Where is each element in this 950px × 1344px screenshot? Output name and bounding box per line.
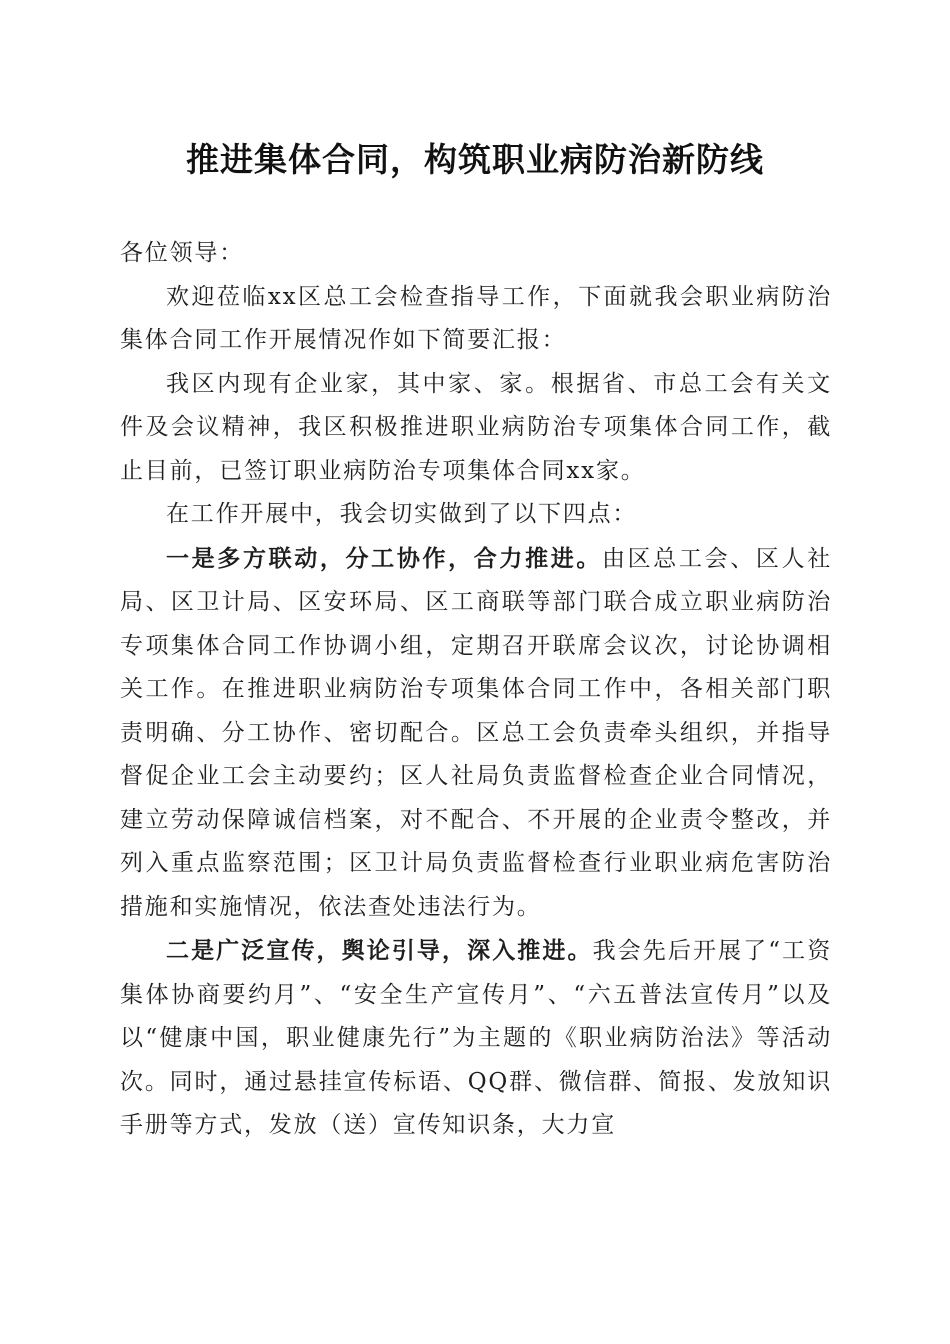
document-title: 推进集体合同，构筑职业病防治新防线 <box>186 140 764 179</box>
salutation: 各位领导： <box>120 240 244 266</box>
paragraph-point-two <box>120 929 832 1148</box>
paragraph-four-points <box>120 493 832 537</box>
paragraph-point-one <box>120 537 832 930</box>
document-body <box>120 232 832 1148</box>
paragraph-lead: 二是广泛宣传，舆论引导，深入推进。 <box>166 937 593 964</box>
paragraph-intro <box>120 276 832 363</box>
paragraph-text: 由区总工会、区人社局、区卫计局、区安环局、区工商联等部门联合成立职业病防治专项集体合同工作协调小组，定期召开联席会议次，讨论协调相关工作。在推进职业病防治专项集体合同工作中，各相关部门职责明确、分工协作、密切配合。区总工会负责牵头组织，并指导督促企业工会主动要约；区人社局负责监督检查企业合同情况，建立劳动保障诚信档案，对不配合、不开展的企业责令整改，并列入重点监察范围；区卫计局负责监督检查行业职业病危害防治措施和实施情况，依法查处违法行为。 <box>120 545 832 920</box>
paragraph-text: 我会先后开展了“工资集体协商要约月”、“安全生产宣传月”、“六五普法宣传月”以及以“健康中国，职业健康先行”为主题的《职业病防治法》等活动次。同时，通过悬挂宣传标语、QQ群、微信群、简报、发放知识手册等方式，发放（送）宣传知识条，大力宣 <box>120 938 832 1138</box>
paragraph-overview <box>120 363 832 494</box>
paragraph-lead: 一是多方联动，分工协作，合力推进。 <box>166 544 603 572</box>
paragraph-text: 我区内现有企业家，其中家、家。根据省、市总工会有关文件及会议精神，我区积极推进职业病防治专项集体合同工作，截止目前，已签订职业病防治专项集体合同xx家。 <box>120 370 832 484</box>
paragraph-text: 欢迎莅临xx区总工会检查指导工作，下面就我会职业病防治集体合同工作开展情况作如下简要汇报： <box>120 283 832 353</box>
paragraph-text: 在工作开展中，我会切实做到了以下四点： <box>166 501 638 527</box>
